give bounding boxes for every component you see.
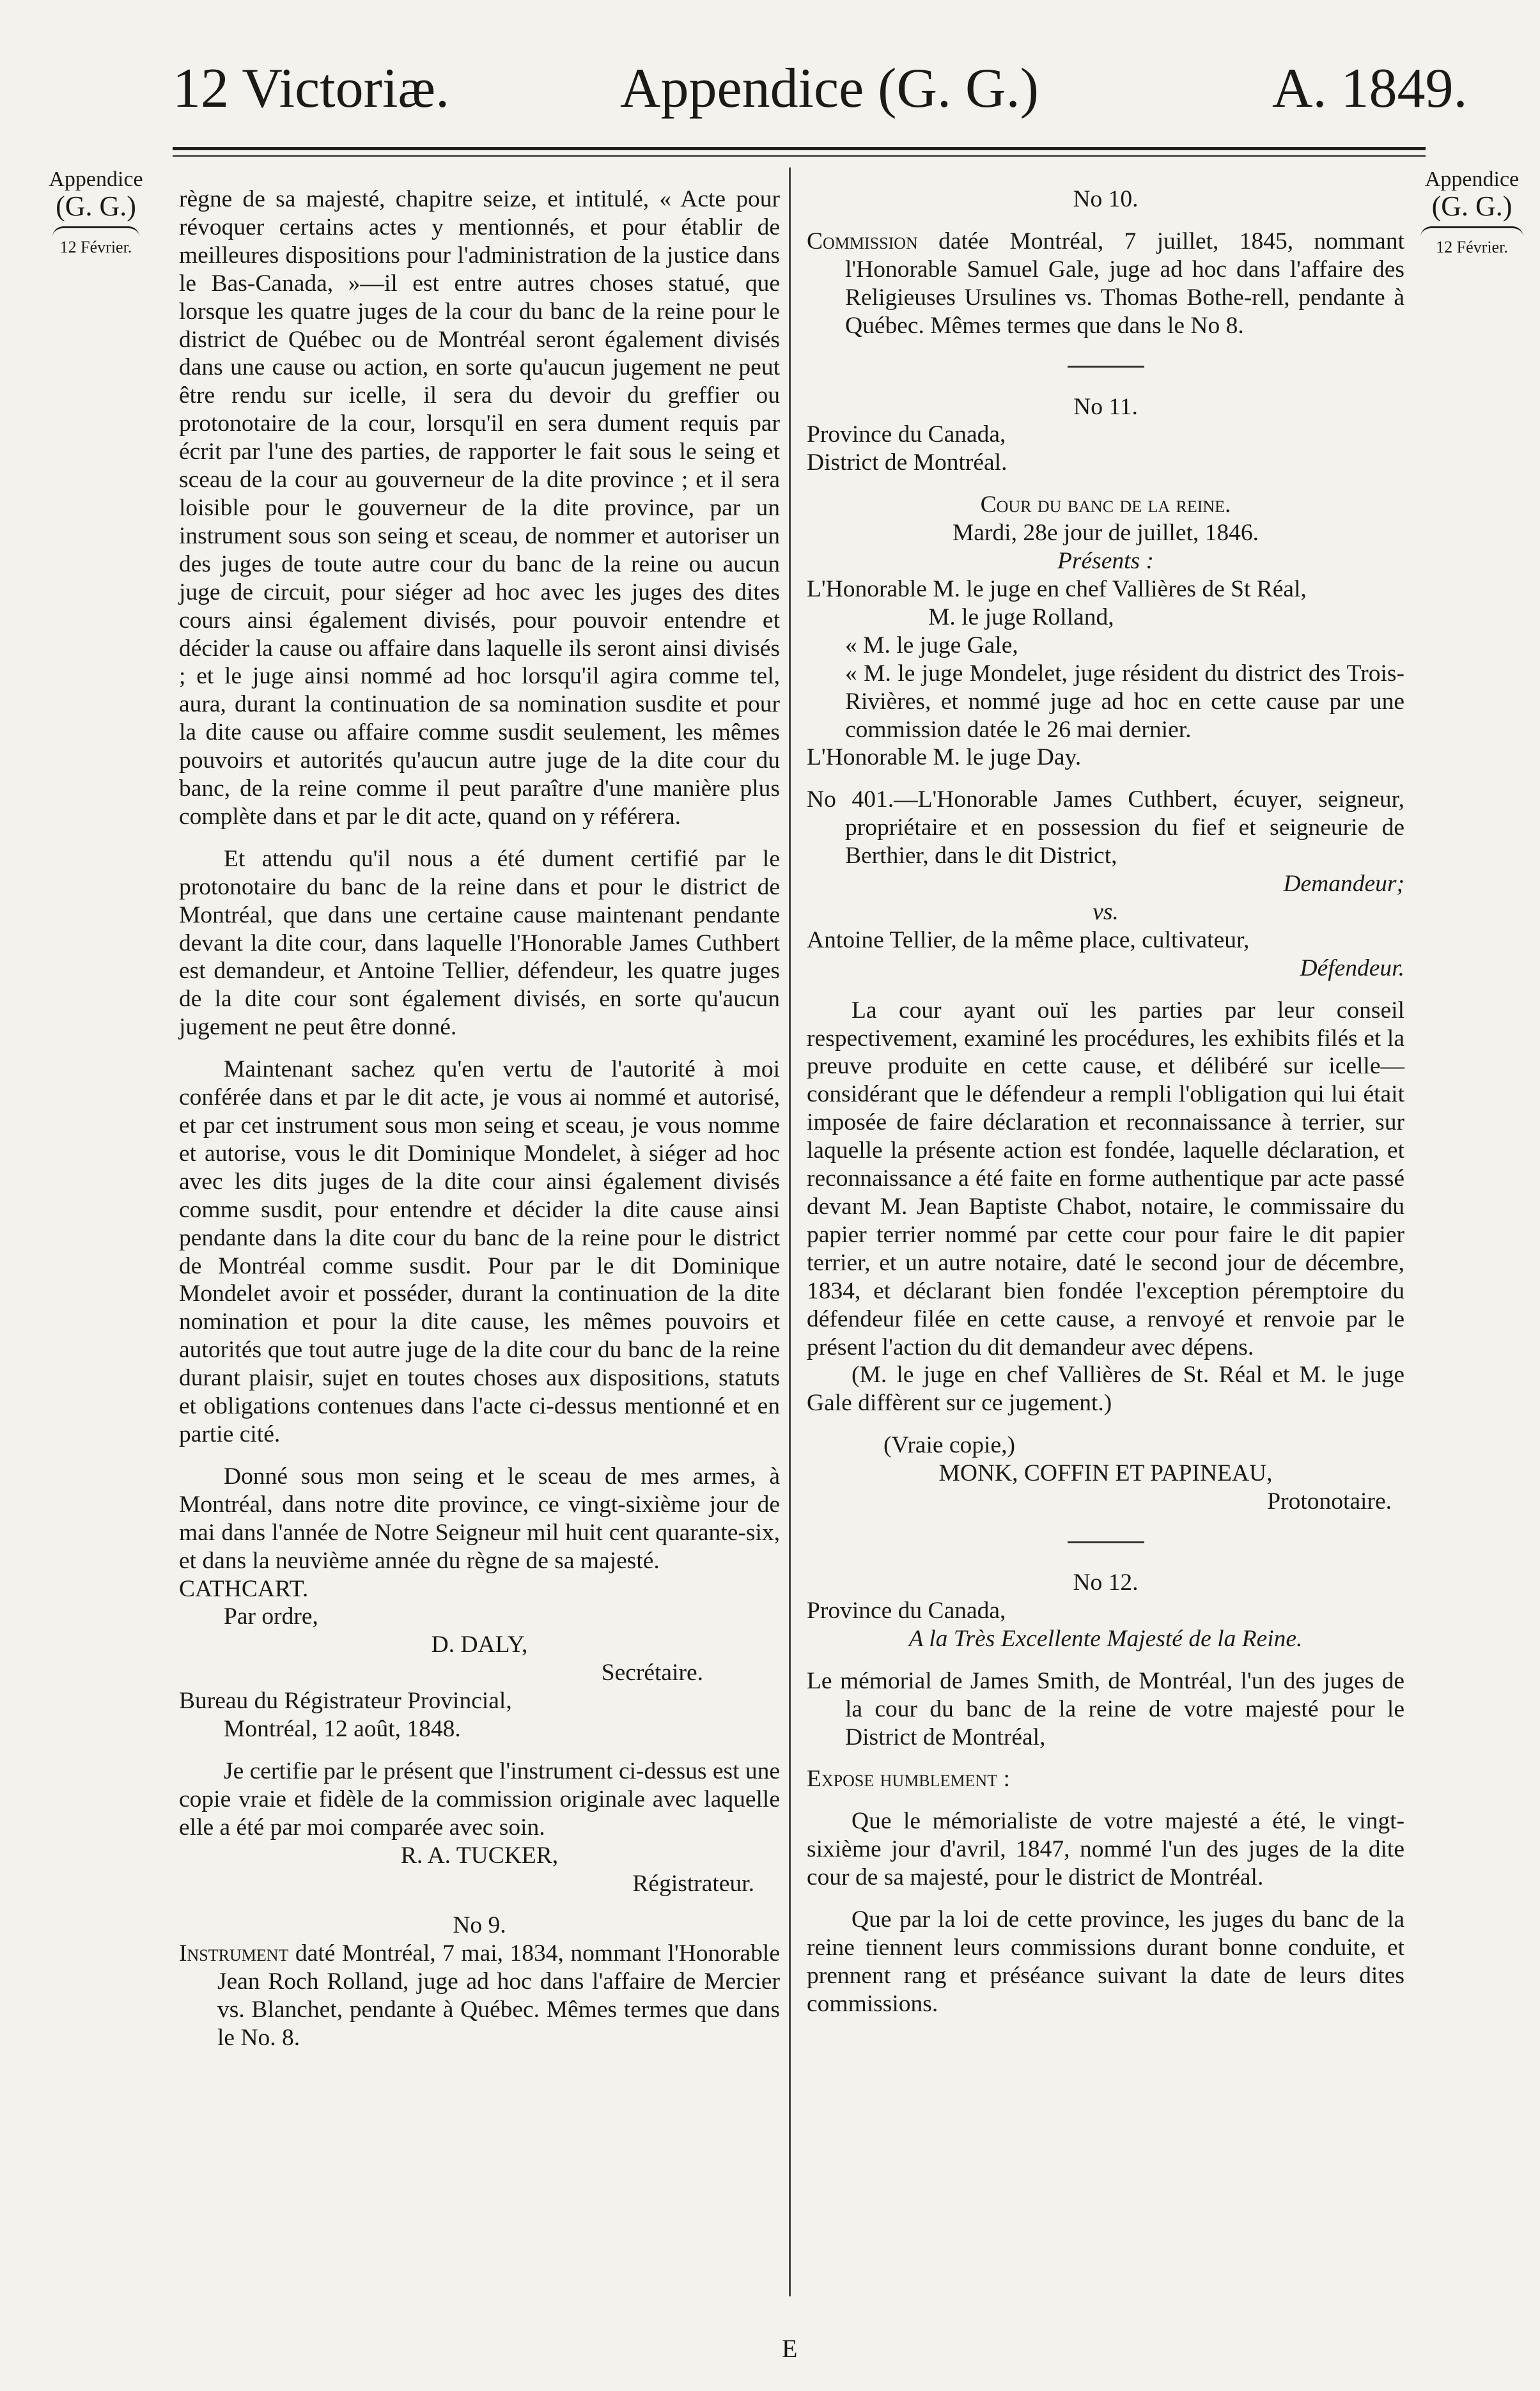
- margin-note-left: [45, 167, 147, 256]
- margin-note-code: (G. G.): [56, 191, 136, 222]
- demandeur-label: Demandeur;: [1283, 871, 1404, 898]
- signature-protonotaries-title: Protonotaire.: [1267, 1488, 1392, 1515]
- header-rule: [173, 147, 1426, 150]
- expose-heading: Expose humblement :: [807, 1766, 1010, 1793]
- session-date: Mardi, 28e jour de juillet, 1846.: [952, 520, 1259, 547]
- heading-no12: No 12.: [1073, 1569, 1139, 1596]
- true-copy: (Vraie copie,): [883, 1432, 1015, 1459]
- heading-no9: No 9.: [453, 1912, 506, 1939]
- paragraph-no10: [807, 228, 1404, 340]
- margin-note-date: 12 Février.: [1436, 237, 1508, 256]
- margin-brace: [52, 226, 139, 237]
- address-text: A la Très Excellente Majesté de la Reine.: [908, 1625, 1303, 1652]
- margin-brace: [1420, 226, 1523, 237]
- court-title: Cour du banc de la reine.: [980, 492, 1231, 518]
- defendeur-label: Défendeur.: [1300, 954, 1404, 981]
- margin-note-code: (G. G.): [1431, 191, 1513, 222]
- judge-3: « M. le juge Gale,: [845, 632, 1018, 658]
- left-column: [179, 185, 780, 2052]
- header-session: 12 Victoriæ.: [173, 58, 450, 120]
- paragraph-dissent: (M. le juge en chef Vallières de St. Réal et M. le juge Gale diffèrent sur ce jugement.): [807, 1362, 1404, 1417]
- margin-note-label: Appendice: [49, 167, 143, 191]
- versus-label: vs.: [1093, 898, 1119, 925]
- header-rule-thin: [173, 155, 1426, 157]
- judge-1: L'Honorable M. le juge en chef Vallières de St Réal,: [807, 575, 1307, 602]
- heading-no11: No 11.: [1073, 393, 1138, 420]
- commission-label: Commission: [807, 228, 918, 254]
- signature-daly: D. DALY,: [431, 1632, 528, 1658]
- heading-no10: No 10.: [1073, 186, 1139, 212]
- signature-protonotaries: MONK, COFFIN ET PAPINEAU,: [938, 1460, 1273, 1487]
- judge-4: « M. le juge Mondelet, juge résident du district des Trois-Rivières, et nommé juge ad hoc en cette cause par une commission datée le 26 mai dernier.: [845, 660, 1404, 743]
- paragraph-que-1: Que le mémorialiste de votre majesté a été, le vingt-sixième jour d'avril, 1847, nommé l'un des juges de la dite cour de sa majesté, pour le district de Montréal.: [807, 1808, 1404, 1891]
- section-rule: [1068, 1541, 1144, 1543]
- paragraph-certify: Je certifie par le présent que l'instrument ci-dessus est une copie vraie et fidèle de la commission originale avec laquelle elle a été par moi comparée avec soin.: [179, 1757, 781, 1841]
- paragraph-no9: [179, 1940, 780, 2052]
- province-line-2: Province du Canada,: [807, 1597, 1006, 1624]
- judge-5: L'Honorable M. le juge Day.: [807, 744, 1082, 771]
- signature-daly-title: Secrétaire.: [601, 1660, 703, 1686]
- header-appendix: Appendice (G. G.): [620, 58, 1039, 120]
- instrument-text: daté Montréal, 7 mai, 1834, nommant l'Honorable Jean Roch Rolland, juge ad hoc dans l'affaire de Mercier vs. Blanchet, pendante à Québec. Mêmes termes que dans le No. 8.: [217, 1940, 780, 2052]
- paragraph-judgment: La cour ayant ouï les parties par leur conseil respectivement, examiné les procédures, les exhibits filés et la preuve produite en cette cause, et délibéré sur icelle—considérant que le défendeur a rempli l'obligation qui lui était imposée de faire déclaration et reconnaissance à terrier, sur laquelle la présente action est fondée, laquelle déclaration, et reconnaissance a été faite en forme authentique par acte passé devant M. Jean Baptiste Chabot, notaire, le commissaire du papier terrier nommé par cette cour pour faire le dit papier terrier, et un autre notaire, daté le second jour de décembre, 1834, et déclarant bien fondée l'exception péremptoire du défendeur filée en cette cause, a renvoyé et renvoie par le présent l'action du dit demandeur avec dépens.: [807, 997, 1404, 1360]
- margin-note-right: [1413, 167, 1531, 256]
- paragraph-given: Donné sous mon seing et le sceau de mes armes, à Montréal, dans notre dite province, ce vingt-sixième jour de mai dans l'année de Notre Seigneur mil huit cent quarante-six, et dans la neuvième année du règne de sa majesté.: [179, 1463, 780, 1574]
- signature-tucker: R. A. TUCKER,: [400, 1842, 559, 1869]
- paragraph-memorial: Le mémorial de James Smith, de Montréal, l'un des juges de la cour du banc de la reine de votre majesté pour le District de Montréal,: [807, 1667, 1404, 1750]
- bureau-date: Montréal, 12 août, 1848.: [224, 1716, 461, 1743]
- paragraph-appointment: Maintenant sachez qu'en vertu de l'autorité à moi conférée dans et par le dit acte, je vous ai nommé et autorisé, et par cet instrument sous mon seing et sceau, je vous nomme et autorise, vous le dit Dominique Mondelet, à siéger ad hoc avec les dits juges de la dite cour ainsi également divisés comme susdit, pour entendre et décider la dite cause ainsi pendante dans la dite cour du banc de la reine pour le district de Montréal comme susdit. Pour par le dit Dominique Mondelet avoir et posséder, durant la continuation de la dite nomination et pour la dite cause, les mêmes pouvoirs et autorités que tout autre juge de la dite cour du banc de la reine durant plaisir, sujet en toutes choses aux dispositions, statuts et obligations contenues dans l'acte ci-dessus mentionné et en partie cité.: [179, 1056, 780, 1447]
- instrument-label: Instrument: [179, 1940, 289, 1967]
- case-parties: No 401.—L'Honorable James Cuthbert, écuyer, seigneur, propriétaire et en possession du fief et seigneurie de Berthier, dans le dit District,: [807, 786, 1404, 869]
- address-line: [807, 1625, 1404, 1653]
- margin-note-label: Appendice: [1424, 167, 1520, 191]
- signature-mark: E: [782, 2334, 798, 2363]
- signature-cathcart: CATHCART.: [179, 1575, 309, 1602]
- paragraph-que-2: Que par la loi de cette province, les juges du banc de la reine tiennent leurs commissions durant bonne conduite, et prennent rang et préséance suivant la date de leurs dites commissions.: [807, 1906, 1404, 2017]
- case-demandeur: [807, 870, 1404, 898]
- case-defendeur: [807, 954, 1404, 983]
- paragraph-certified: Et attendu qu'il nous a été dument certifié par le protonotaire du banc de la reine dans et pour le district de Montréal, que dans une certaine cause maintenant pendante devant la dite cour, dans laquelle l'Honorable James Cuthbert est demandeur, et Antoine Tellier, défendeur, les quatre juges de la dite cour sont également divisés, en sorte qu'aucun jugement ne peut être donné.: [179, 845, 780, 1041]
- commission-text: datée Montréal, 7 juillet, 1845, nommant l'Honorable Samuel Gale, juge ad hoc dans l'affaire des Religieuses Ursulines vs. Thomas Bothe-rell, pendante à Québec. Mêmes termes que dans le No 8.: [845, 228, 1404, 339]
- presents-heading: [807, 547, 1404, 575]
- margin-note-date: 12 Février.: [59, 237, 132, 256]
- case-defendant: Antoine Tellier, de la même place, cultivateur,: [807, 926, 1250, 953]
- header-year: A. 1849.: [1272, 58, 1468, 120]
- paragraph-act: règne de sa majesté, chapitre seize, et intitulé, « Acte pour révoquer certains actes y mentionnés, et pour établir de meilleures dispositions pour l'administration de la justice dans le Bas-Canada, »—il est entre autres choses statué, que lorsque les quatre juges de la cour du banc de la reine pour le district de Québec ou de Montréal seront également divisés dans une cause ou action, en sorte qu'aucun jugement ne peut être rendu sur icelle, il sera du devoir du greffier ou protonotaire de la cour, lorsqu'il en sera dument requis par écrit par l'une des parties, de rapporter le fait sous le seing et sceau de la cour au gouverneur de la dite province ; et il sera loisible pour le gouverneur de la dite province, par un instrument sous son seing et sceau, de nommer et autoriser un des juges de toute autre cour du banc de la reine ou aucun juge de circuit, pour siéger ad hoc avec les juges des dites cours ainsi également divisés, pour pouvoir entendre et décider la cause ou affaire dans laquelle ils seront ainsi divisés ; et le juge ainsi nommé ad hoc lorsqu'il agira comme tel, aura, durant la continuation de sa nomination susdite et pour la dite cause ou affaire comme susdit seulement, les mêmes pouvoirs et autorités qu'aucun autre juge de la dite cour du banc, de la reine comme il peut paraître d'une manière plus complète dans et par le dit acte, quand on y référera.: [179, 186, 780, 830]
- section-rule: [1068, 366, 1144, 368]
- par-ordre: Par ordre,: [224, 1603, 318, 1630]
- signature-tucker-title: Régistrateur.: [632, 1870, 754, 1897]
- right-column: [807, 185, 1404, 2018]
- column-divider: [789, 167, 791, 2296]
- district-line: District de Montréal.: [807, 449, 1007, 476]
- province-line: Province du Canada,: [807, 421, 1006, 448]
- presents-label: Présents :: [1057, 548, 1154, 575]
- bureau-line: Bureau du Régistrateur Provincial,: [179, 1688, 512, 1715]
- case-versus: [807, 898, 1404, 926]
- judge-2: M. le juge Rolland,: [928, 604, 1114, 630]
